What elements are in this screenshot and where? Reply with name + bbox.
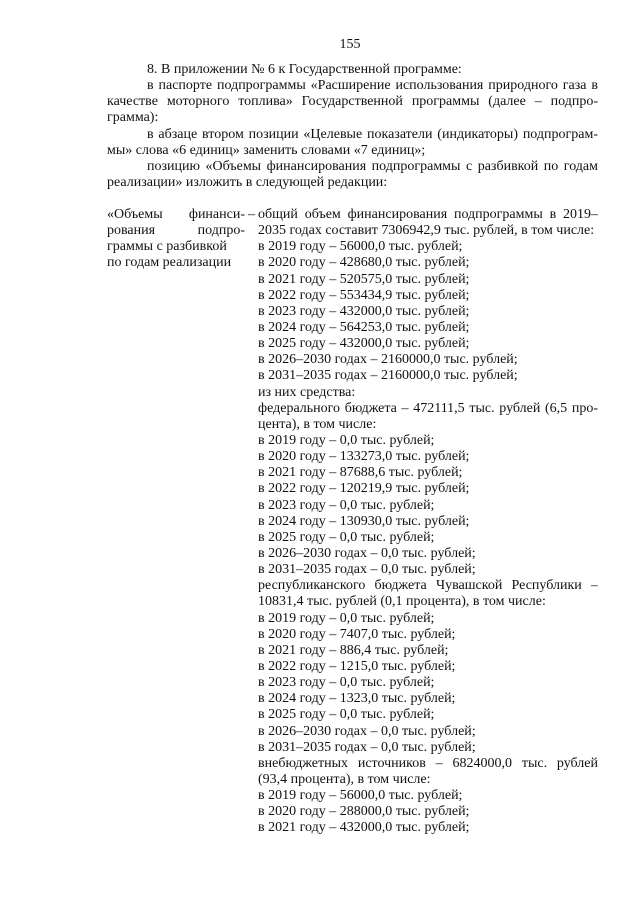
- value-line: в 2021 году – 520575,0 тыс. рублей;: [258, 271, 470, 287]
- value-line: в 2019 году – 56000,0 тыс. рублей;: [258, 788, 463, 804]
- value-line: республиканского бюджета Чувашской Республики –: [258, 578, 598, 594]
- paragraph-line: качестве моторного топлива» Государственной программы (далее – подпро-: [107, 94, 598, 110]
- value-line: в 2025 году – 432000,0 тыс. рублей;: [258, 336, 470, 352]
- paragraph-line: мы» слова «6 единиц» заменить словами «7 единиц»;: [107, 142, 426, 158]
- value-line: в 2020 году – 288000,0 тыс. рублей;: [258, 804, 470, 820]
- value-line: в 2025 году – 0,0 тыс. рублей;: [258, 707, 435, 723]
- value-line: из них средства:: [258, 384, 356, 400]
- value-line: в 2023 году – 0,0 тыс. рублей;: [258, 497, 435, 513]
- value-line: цента), в том числе:: [258, 416, 377, 432]
- value-line: 2035 годах составит 7306942,9 тыс. рублей, в том числе:: [258, 223, 595, 239]
- position-label: [107, 207, 245, 272]
- value-line: в 2024 году – 564253,0 тыс. рублей;: [258, 319, 470, 335]
- value-line: 10831,4 тыс. рублей (0,1 процента), в том числе:: [258, 594, 546, 610]
- label-line: рования подпро-: [107, 223, 245, 239]
- value-line: в 2021 году – 432000,0 тыс. рублей;: [258, 820, 470, 836]
- paragraph-line: позицию «Объемы финансирования подпрограммы с разбивкой по годам: [147, 158, 598, 174]
- value-line: в 2024 году – 130930,0 тыс. рублей;: [258, 513, 470, 529]
- value-line: в 2022 году – 553434,9 тыс. рублей;: [258, 287, 470, 303]
- paragraph-line: в паспорте подпрограммы «Расширение использования природного газа в: [147, 78, 598, 94]
- intro-text: [107, 62, 598, 191]
- dash-separator: –: [248, 207, 255, 222]
- label-line: по годам реализации: [107, 255, 232, 271]
- value-line: в 2026–2030 годах – 2160000,0 тыс. рублей;: [258, 352, 518, 368]
- value-line: в 2031–2035 годах – 0,0 тыс. рублей;: [258, 562, 476, 578]
- page-number: 155: [339, 37, 361, 52]
- value-line: внебюджетных источников – 6824000,0 тыс. рублей: [258, 755, 598, 771]
- value-line: в 2025 году – 0,0 тыс. рублей;: [258, 529, 435, 545]
- paragraph-line: 8. В приложении № 6 к Государственной программе:: [147, 62, 462, 77]
- label-line: «Объемы финанси-: [107, 207, 245, 222]
- value-line: в 2020 году – 428680,0 тыс. рублей;: [258, 255, 470, 271]
- value-line: в 2023 году – 432000,0 тыс. рублей;: [258, 303, 470, 319]
- value-line: (93,4 процента), в том числе:: [258, 771, 431, 787]
- value-line: в 2031–2035 годах – 2160000,0 тыс. рублей;: [258, 368, 518, 384]
- position-value: [258, 207, 598, 836]
- value-line: федерального бюджета – 472111,5 тыс. рублей (6,5 про-: [258, 400, 598, 416]
- label-line: граммы с разбивкой: [107, 239, 227, 255]
- paragraph-line: реализации» изложить в следующей редакции:: [107, 174, 388, 190]
- value-line: в 2020 году – 7407,0 тыс. рублей;: [258, 626, 456, 642]
- value-line: в 2024 году – 1323,0 тыс. рублей;: [258, 691, 456, 707]
- value-line: в 2026–2030 годах – 0,0 тыс. рублей;: [258, 545, 476, 561]
- value-line: в 2019 году – 0,0 тыс. рублей;: [258, 432, 435, 448]
- value-line: в 2022 году – 120219,9 тыс. рублей;: [258, 481, 470, 497]
- value-line: в 2019 году – 0,0 тыс. рублей;: [258, 610, 435, 626]
- value-line: в 2022 году – 1215,0 тыс. рублей;: [258, 658, 456, 674]
- paragraph-line: грамма):: [107, 110, 159, 126]
- value-line: в 2023 году – 0,0 тыс. рублей;: [258, 675, 435, 691]
- value-line: в 2019 году – 56000,0 тыс. рублей;: [258, 239, 463, 255]
- value-line: в 2021 году – 87688,6 тыс. рублей;: [258, 465, 463, 481]
- paragraph-line: в абзаце втором позиции «Целевые показатели (индикаторы) подпрограм-: [147, 126, 598, 142]
- value-line: в 2021 году – 886,4 тыс. рублей;: [258, 642, 449, 658]
- value-line: в 2031–2035 годах – 0,0 тыс. рублей;: [258, 739, 476, 755]
- value-line: в 2020 году – 133273,0 тыс. рублей;: [258, 449, 470, 465]
- value-line: в 2026–2030 годах – 0,0 тыс. рублей;: [258, 723, 476, 739]
- value-line: общий объем финансирования подпрограммы в 2019–: [258, 207, 598, 222]
